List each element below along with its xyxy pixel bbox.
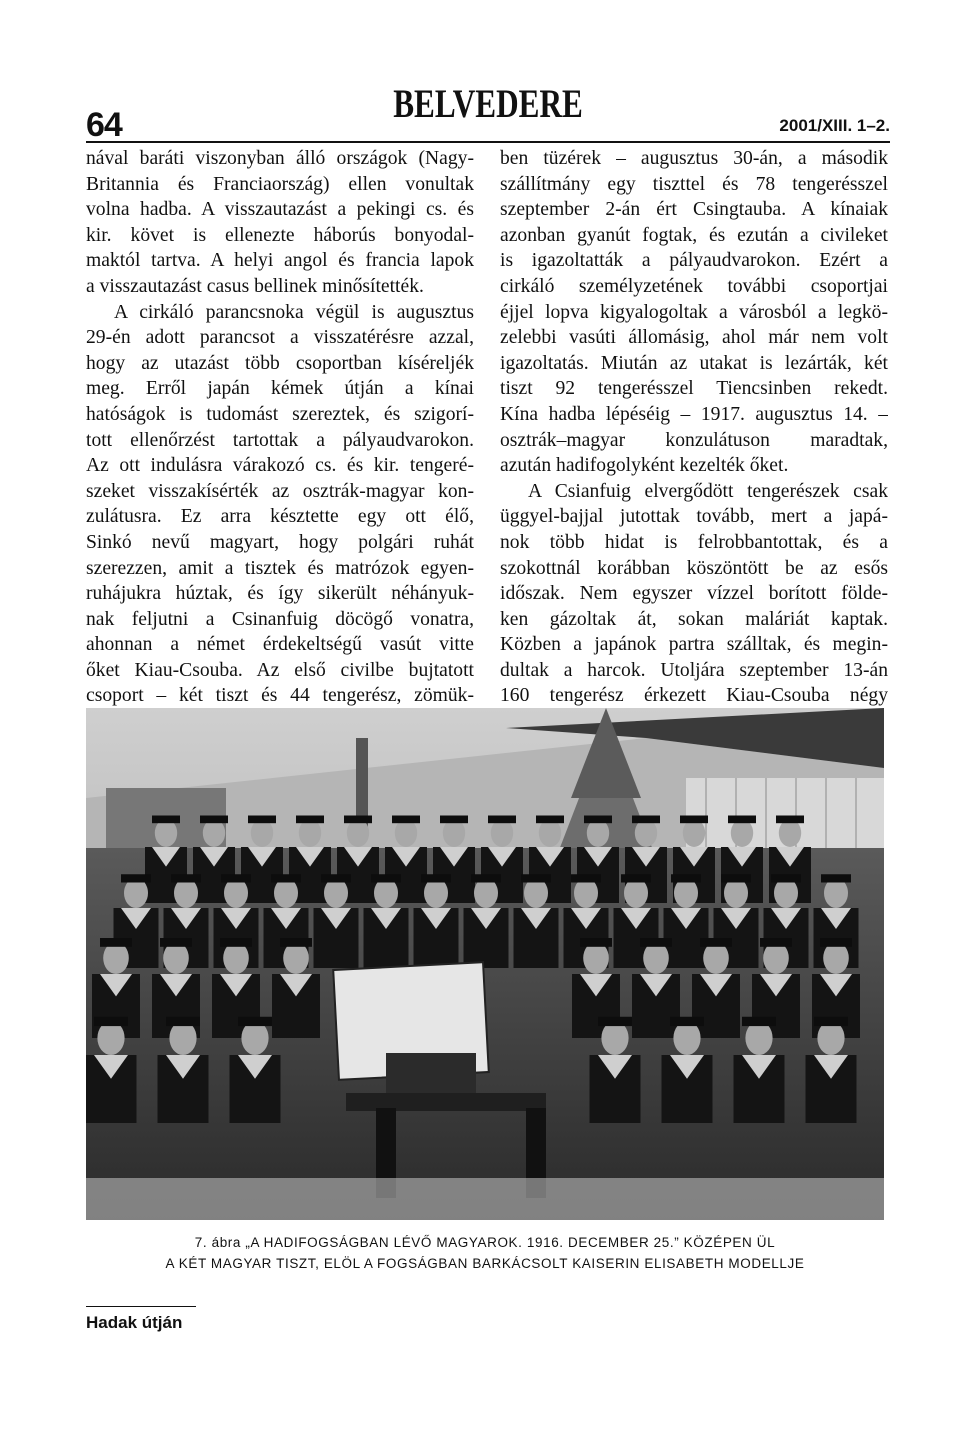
text-line: nok több hidat is felrobbantottak, és a [500, 531, 888, 553]
text-line: zelebbi vasúti állomásig, ahol már nem volt [500, 327, 888, 349]
text-line: nak feljutni a Csinanfuig döcögő vonatra, [86, 608, 474, 630]
text-line: is igazoltatták a pályaudvarokon. Ezért a [500, 250, 888, 272]
text-line: tott ellenőrzést tartottak a pályaudvarokon. [86, 429, 474, 451]
text-line: hatóságok is tudomást szereztek, és szigorí- [86, 403, 474, 425]
text-line: időszak. Nem egyszer vízzel borított földe- [500, 583, 888, 605]
text-line: éjjel lopva kigyalogoltak a városból a legkö- [500, 301, 888, 323]
text-line: zulátusra. Ez arra késztette egy ott élő, [86, 506, 474, 528]
text-line: osztrák–magyar konzulátuson maradtak, [500, 429, 888, 451]
footer-rule [86, 1306, 196, 1307]
photo-illustration [86, 708, 884, 1220]
group-photograph [86, 708, 884, 1220]
text-line: kir. követ is ellenezte háborús bonyodal- [86, 224, 474, 246]
text-line: azonban gyanút fogtak, és ezután a civileket [500, 224, 888, 246]
text-line: üggyel-bajjal jutottak tovább, mert a japá- [500, 506, 888, 528]
text-line: ben tüzérek – augusztus 30-án, a második [500, 148, 888, 169]
text-line: ruhájukra húztak, és így sikerült néhányuk- [86, 583, 474, 605]
page-number: 64 [86, 106, 122, 144]
header-rule [86, 141, 890, 143]
text-line: csoport – két tiszt és 44 tengerész, zömük- [86, 685, 474, 707]
caption-line-2: A KÉT MAGYAR TISZT, ELÖL A FOGSÁGBAN BARKÁCSOLT KAISERIN ELISABETH MODELLJE [165, 1256, 805, 1271]
text-line: szokottnál korábban köszöntött be az esős [500, 557, 888, 579]
section-footer: Hadak útján [86, 1313, 183, 1332]
text-line: Az ott indulásra várakozó cs. és kir. tengeré- [86, 455, 474, 477]
text-line: igazoltatás. Miután az utakat is lezárták, két [500, 352, 888, 374]
text-line: Sinkó nevű magyart, hogy polgári ruhát [86, 531, 474, 553]
text-line: szeket visszakísérték az osztrák-magyar kon- [86, 480, 474, 502]
right-column [500, 146, 888, 709]
text-line: azután hadifogolyként kezelték őket. [500, 455, 789, 477]
issue-number: 2001/XIII. 1–2. [779, 116, 890, 135]
text-line: meg. Erről japán kémek útján a kínai [86, 378, 474, 400]
page-header [86, 80, 890, 144]
text-line: A Csianfuig elvergődött tengerészek csak [528, 480, 888, 502]
text-line: hogy az utazást több csoportban kíséreljék [86, 352, 474, 374]
text-line: szerezzen, amit a tisztek és matrózok egyen- [86, 557, 474, 579]
text-line: szállítmány egy tiszttel és 78 tengerésszel [500, 173, 888, 195]
text-line: ahonnan a német érdekeltségű vasút vitte [86, 634, 474, 656]
text-line: dultak a harcok. Utoljára szeptember 13-án [500, 659, 888, 681]
caption-line-1: 7. ábra „A HADIFOGSÁGBAN LÉVŐ MAGYAROK. 1916. DECEMBER 25.” KÖZÉPEN ÜL [194, 1235, 776, 1250]
text-line: nával baráti viszonyban álló országok (Nagy- [86, 148, 474, 169]
text-line: A cirkáló parancsnoka végül is augusztus [114, 301, 474, 323]
text-line: a visszautazást casus bellinek minősítették. [86, 275, 424, 297]
text-line: maktól tartva. A helyi angol és francia lapok [86, 250, 474, 272]
text-line: 160 tengerész érkezett Kiau-Csouba négy [500, 685, 888, 707]
text-line: Közben a japánok partra szálltak, és megin- [500, 634, 888, 656]
text-line: tiszt 92 tengerésszel Tiencsinben rekedt. [500, 378, 888, 400]
text-line: volna hadba. A visszautazást a pekingi cs. és [86, 199, 474, 221]
left-column [86, 146, 474, 709]
text-line: Kína hadba lépéséig – 1917. augusztus 14. – [500, 403, 888, 425]
text-line: szeptember 2-án ért Csingtauba. A kínaiak [500, 199, 888, 221]
journal-title: BELVEDERE [393, 81, 583, 126]
text-line: cirkáló személyzetének további csoportjai [500, 275, 888, 297]
figure-caption [86, 1232, 884, 1274]
text-line: 29-én adott parancsot a visszatérésre azzal, [86, 327, 474, 349]
text-line: Britannia és Franciaország) ellen vonultak [86, 173, 474, 195]
text-line: őket Kiau-Csouba. Az első civilbe bujtatott [86, 659, 474, 681]
text-line: ken gázoltak át, sokan maláriát kaptak. [500, 608, 888, 630]
